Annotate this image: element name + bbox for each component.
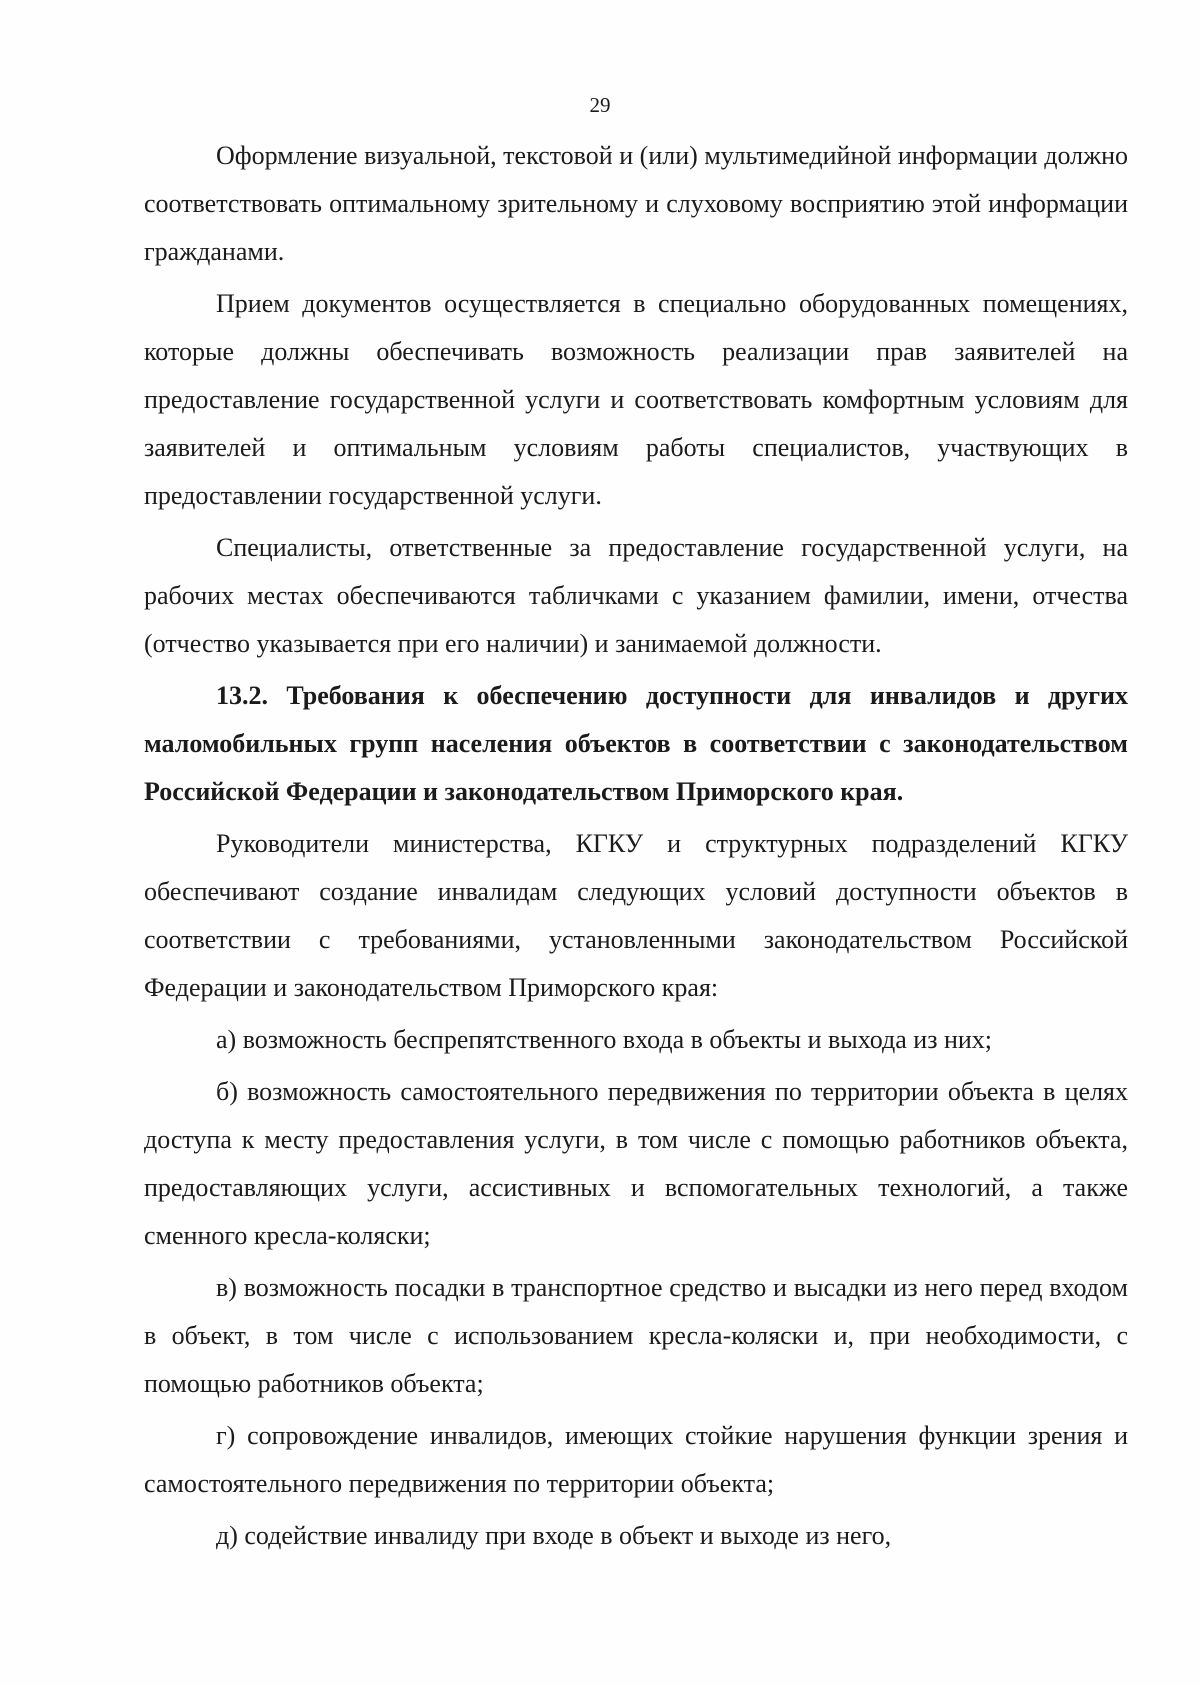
paragraph-specialists-workplaces: Специалисты, ответственные за предоставление государственной услуги, на рабочих местах обеспечиваются табличками с указанием фамилии, имени, отчества (отчество указывается при его наличии) и занимаемой должности. [144,533,1128,658]
list-item-d: д) содействие инвалиду при входе в объект и выходе из него, [216,1521,892,1550]
page-body [144,132,1128,1560]
paragraph-document-reception: Прием документов осуществляется в специально оборудованных помещениях, которые должны обеспечивать возможность реализации прав заявителей на предоставление государственной услуги и соответствовать комфортным условиям для заявителей и оптимальным условиям работы специалистов, участвующих в предоставлении государственной услуги. [144,289,1128,510]
list-item-a: а) возможность беспрепятственного входа в объекты и выхода из них; [216,1025,993,1054]
list-item-b: б) возможность самостоятельного передвижения по территории объекта в целях доступа к месту предоставления услуги, в том числе с помощью работников объекта, предоставляющих услуги, ассистивных и вспомогательных технологий, а также сменного кресла-коляски; [144,1077,1128,1250]
paragraph-visual-information: Оформление визуальной, текстовой и (или) мультимедийной информации должно соответствовать оптимальному зрительному и слуховому восприятию этой информации гражданами. [144,141,1128,266]
section-heading-13-2: 13.2. Требования к обеспечению доступности для инвалидов и других маломобильных групп населения объектов в соответствии с законодательством Российской Федерации и законодательством Приморского края. [144,681,1128,806]
list-item-v: в) возможность посадки в транспортное средство и высадки из него перед входом в объект, в том числе с использованием кресла-коляски и, при необходимости, с помощью работников объекта; [144,1273,1128,1398]
page-number: 29 [589,93,611,117]
list-item-g: г) сопровождение инвалидов, имеющих стойкие нарушения функции зрения и самостоятельного передвижения по территории объекта; [144,1421,1128,1498]
paragraph-accessibility-conditions: Руководители министерства, КГКУ и структурных подразделений КГКУ обеспечивают создание инвалидам следующих условий доступности объектов в соответствии с требованиями, установленными законодательством Российской Федерации и законодательством Приморского края: [144,829,1128,1002]
